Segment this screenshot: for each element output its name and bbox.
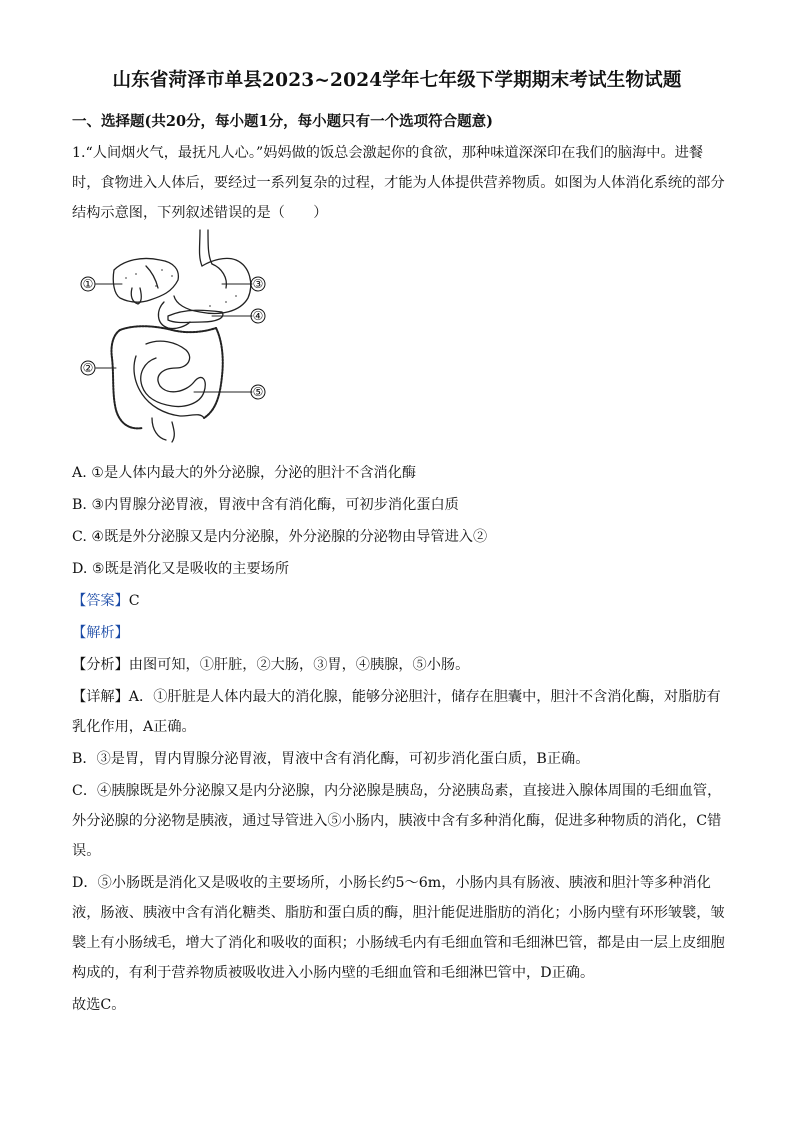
question-stem-line-1 [72,142,703,162]
xiangjie-a1-text: A．①肝脏是人体内最大的消化腺，能够分泌胆汁，储存在胆囊中，胆汁不含消化酶，对脂肪有 [128,689,721,705]
xiangjie-line-c3: 误。 [72,843,101,859]
analysis-tag: 【解析】 [72,625,129,641]
figure-label-4: ④ [252,309,264,323]
xiangjie-line-c1: C．④胰腺既是外分泌腺又是内分泌腺，内分泌腺是胰岛，分泌胰岛素，直接进入腺体周围的毛细血管， [72,783,722,799]
fenxi-tag: 【分析】 [72,657,129,673]
option-c: C. ④既是外分泌腺又是内分泌腺，外分泌腺的分泌物由导管进入② [72,529,488,545]
fenxi-line [72,654,469,674]
xiangjie-line-d1: D．⑤小肠既是消化又是吸收的主要场所，小肠长约5～6m，小肠内具有肠液、胰液和胆汁等多种消化 [72,875,711,891]
question-stem-line-3: 结构示意图，下列叙述错误的是（ ） [72,205,328,221]
xiangjie-line-c2: 外分泌腺的分泌物是胰液，通过导管进入⑤小肠内，胰液中含有多种消化酶，促进多种物质的消化，C错 [72,813,722,829]
xiangjie-line-d3: 襞上有小肠绒毛，增大了消化和吸收的面积；小肠绒毛内有毛细血管和毛细淋巴管，都是由一层上皮细胞 [72,935,725,951]
option-a: A. ①是人体内最大的外分泌腺，分泌的胆汁不含消化酶 [72,465,417,481]
question-stem-line-2: 时，食物进入人体后，要经过一系列复杂的过程，才能为人体提供营养物质。如图为人体消化系统的部分 [72,175,725,191]
xiangjie-line-a1 [72,686,721,706]
question-stem-text-1: “人间烟火气，最抚凡人心。”妈妈做的饭总会激起你的食欲，那种味道深深印在我们的脑海中。进餐 [85,145,704,161]
option-d: D. ⑤既是消化又是吸收的主要场所 [72,561,290,577]
digestive-system-diagram [76,226,266,446]
answer-tag: 【答案】 [72,593,129,609]
figure-label-3: ③ [252,277,264,291]
digestive-system-illustration [76,226,266,446]
figure-label-5: ⑤ [252,385,264,399]
fenxi-text: 由图可知，①肝脏，②大肠，③胃，④胰腺，⑤小肠。 [128,657,470,673]
page-title: 山东省菏泽市单县2023~2024学年七年级下学期期末考试生物试题 [112,70,682,91]
figure-label-1: ① [82,277,94,291]
xiangjie-line-a2: 乳化作用，A正确。 [72,719,196,735]
analysis-line [72,622,129,642]
section-heading: 一、选择题(共20分，每小题1分，每小题只有一个选项符合题意) [72,113,493,130]
xiangjie-line-d2: 液，肠液、胰液中含有消化糖类、脂肪和蛋白质的酶，胆汁能促进脂肪的消化；小肠内壁有环形皱襞，皱 [72,905,725,921]
option-b: B. ③内胃腺分泌胃液，胃液中含有消化酶，可初步消化蛋白质 [72,497,459,513]
answer-line [72,590,140,610]
answer-value: C [128,593,140,609]
xiangjie-tag: 【详解】 [72,689,129,705]
conclusion-line: 故选C。 [72,997,126,1013]
xiangjie-line-b: B．③是胃，胃内胃腺分泌胃液，胃液中含有消化酶，可初步消化蛋白质，B正确。 [72,751,590,767]
question-number: 1. [72,145,86,161]
xiangjie-line-d4: 构成的，有利于营养物质被吸收进入小肠内壁的毛细血管和毛细淋巴管中，D正确。 [72,965,595,981]
figure-label-2: ② [82,361,94,375]
